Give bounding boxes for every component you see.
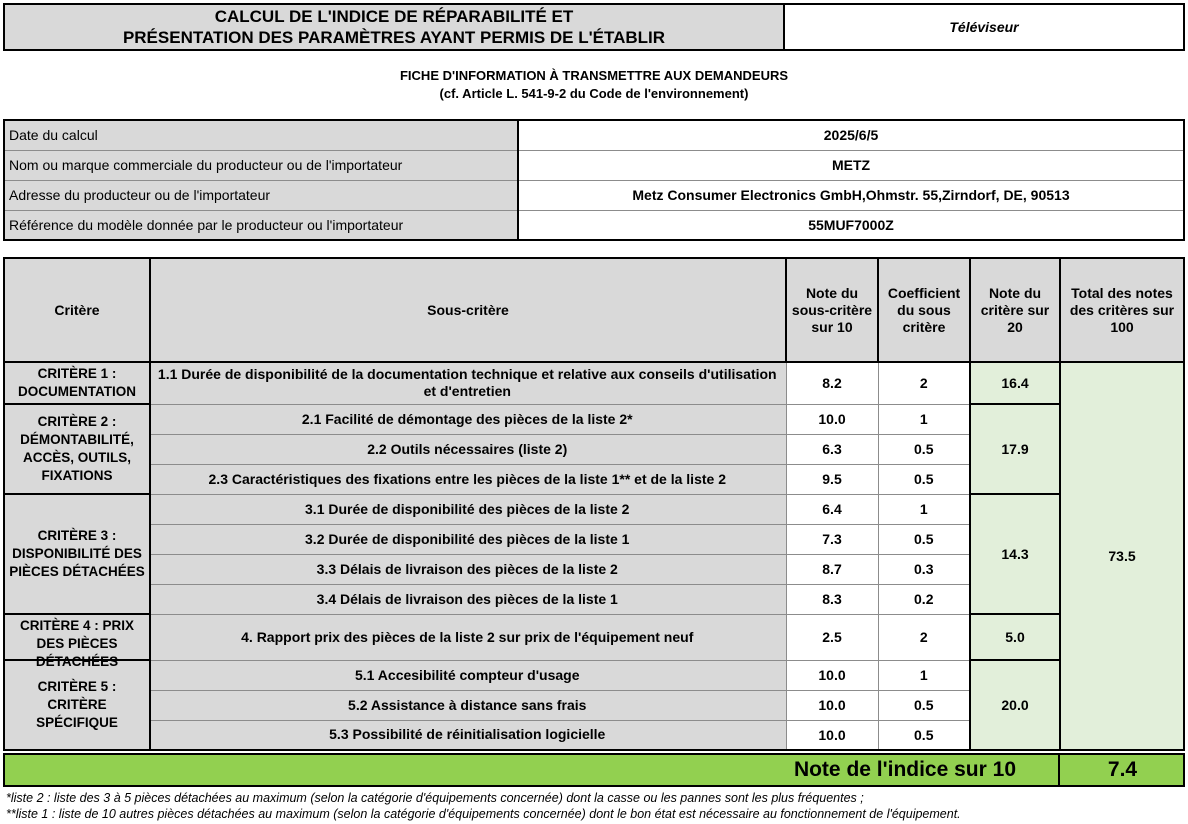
criterion-score: 14.3 — [970, 494, 1060, 614]
subcriterion-coef: 1 — [878, 404, 970, 434]
criterion-score: 17.9 — [970, 404, 1060, 494]
info-label: Adresse du producteur ou de l'importateur — [4, 180, 518, 210]
subcriterion-coef: 0.5 — [878, 524, 970, 554]
info-label: Nom ou marque commerciale du producteur ou de l'importateur — [4, 150, 518, 180]
col-header-coef: Coefficient du sous critère — [878, 258, 970, 362]
footnote-liste-1: **liste 1 : liste de 10 autres pièces détachées au maximum (selon la catégorie d'équipements concernée) dont le bon état est nécessaire au fonctionnement de l'équipement. — [6, 807, 961, 821]
subcriterion-label: 5.1 Accesibilité compteur d'usage — [150, 660, 786, 690]
title-line-2: PRÉSENTATION DES PARAMÈTRES AYANT PERMIS DE L'ÉTABLIR — [122, 28, 666, 47]
info-value: 55MUF7000Z — [518, 210, 1184, 240]
footnote-liste-2: *liste 2 : liste des 3 à 5 pièces détachées au maximum (selon la catégorie d'équipements concernée) dont la casse ou les pannes sont les plus fréquentes ; — [6, 791, 864, 805]
table-header-row — [4, 258, 1184, 362]
criterion-name: CRITÈRE 2 : DÉMONTABILITÉ, ACCÈS, OUTILS, FIXATIONS — [4, 404, 150, 494]
subcriterion-note: 8.3 — [786, 584, 878, 614]
final-score-label: Note de l'indice sur 10 — [793, 758, 1016, 781]
criterion-name: CRITÈRE 1 : DOCUMENTATION — [4, 362, 150, 404]
info-label: Date du calcul — [4, 120, 518, 150]
subcriterion-note: 7.3 — [786, 524, 878, 554]
subtitle-line-2: (cf. Article L. 541-9-2 du Code de l'environnement) — [439, 86, 749, 101]
info-row — [4, 120, 1184, 150]
subcriterion-label: 3.4 Délais de livraison des pièces de la liste 1 — [150, 584, 786, 614]
table-row — [4, 494, 1184, 524]
page-title — [3, 3, 785, 51]
subcriterion-note: 6.4 — [786, 494, 878, 524]
col-header-sous-critere: Sous-critère — [150, 258, 786, 362]
info-row — [4, 150, 1184, 180]
table-row — [4, 614, 1184, 660]
subcriterion-note: 2.5 — [786, 614, 878, 660]
subcriterion-label: 2.2 Outils nécessaires (liste 2) — [150, 434, 786, 464]
info-value: METZ — [518, 150, 1184, 180]
subcriterion-label: 4. Rapport prix des pièces de la liste 2 sur prix de l'équipement neuf — [150, 614, 786, 660]
subcriterion-label: 3.1 Durée de disponibilité des pièces de la liste 2 — [150, 494, 786, 524]
info-row — [4, 180, 1184, 210]
table-row — [4, 362, 1184, 404]
subcriterion-note: 6.3 — [786, 434, 878, 464]
subcriterion-label: 1.1 Durée de disponibilité de la documentation technique et relative aux conseils d'utilisation et d'entretien — [150, 362, 786, 404]
title-line-1: CALCUL DE L'INDICE DE RÉPARABILITÉ ET — [214, 7, 574, 26]
subcriterion-note: 10.0 — [786, 404, 878, 434]
criteria-table — [3, 257, 1185, 751]
subcriterion-note: 10.0 — [786, 660, 878, 690]
subcriterion-label: 3.2 Durée de disponibilité des pièces de la liste 1 — [150, 524, 786, 554]
subcriterion-label: 5.2 Assistance à distance sans frais — [150, 690, 786, 720]
subcriterion-label: 5.3 Possibilité de réinitialisation logicielle — [150, 720, 786, 750]
criterion-score: 20.0 — [970, 660, 1060, 750]
subcriterion-coef: 0.3 — [878, 554, 970, 584]
subcriterion-label: 3.3 Délais de livraison des pièces de la liste 2 — [150, 554, 786, 584]
info-row — [4, 210, 1184, 240]
criterion-name — [4, 614, 150, 669]
final-score-value: 7.4 — [1058, 753, 1185, 787]
subcriterion-coef: 0.2 — [878, 584, 970, 614]
subtitle-line-1: FICHE D'INFORMATION À TRANSMETTRE AUX DEMANDEURS — [399, 68, 789, 83]
info-label: Référence du modèle donnée par le producteur ou l'importateur — [4, 210, 518, 240]
table-row — [4, 660, 1184, 690]
subcriterion-coef: 0.5 — [878, 434, 970, 464]
subcriterion-coef: 0.5 — [878, 464, 970, 494]
subcriterion-coef: 1 — [878, 494, 970, 524]
criterion-name: CRITÈRE 3 : DISPONIBILITÉ DES PIÈCES DÉTACHÉES — [4, 494, 150, 614]
col-header-note-sous: Note du sous-critère sur 10 — [786, 258, 878, 362]
criterion-name-text: CRITÈRE 4 : PRIX DES PIÈCES DÉTACHÉES — [19, 618, 135, 669]
table-row — [4, 404, 1184, 434]
subcriterion-note: 8.2 — [786, 362, 878, 404]
subcriterion-coef: 0.5 — [878, 690, 970, 720]
subcriterion-coef: 2 — [878, 614, 970, 660]
subcriterion-note: 10.0 — [786, 720, 878, 750]
subcriterion-label: 2.1 Facilité de démontage des pièces de la liste 2* — [150, 404, 786, 434]
product-type: Téléviseur — [785, 3, 1185, 51]
criterion-name: CRITÈRE 5 : CRITÈRE SPÉCIFIQUE — [4, 660, 150, 750]
total-score: 73.5 — [1060, 362, 1184, 750]
col-header-note-critere: Note du critère sur 20 — [970, 258, 1060, 362]
criterion-score: 16.4 — [970, 362, 1060, 404]
info-value: Metz Consumer Electronics GmbH,Ohmstr. 55,Zirndorf, DE, 90513 — [518, 180, 1184, 210]
subcriterion-note: 10.0 — [786, 690, 878, 720]
info-table — [3, 119, 1185, 241]
subcriterion-coef: 1 — [878, 660, 970, 690]
col-header-total: Total des notes des critères sur 100 — [1060, 258, 1184, 362]
subcriterion-note: 8.7 — [786, 554, 878, 584]
info-value: 2025/6/5 — [518, 120, 1184, 150]
subcriterion-coef: 2 — [878, 362, 970, 404]
criterion-score: 5.0 — [970, 614, 1060, 660]
col-header-critere: Critère — [4, 258, 150, 362]
subcriterion-note: 9.5 — [786, 464, 878, 494]
subcriterion-coef: 0.5 — [878, 720, 970, 750]
subcriterion-label: 2.3 Caractéristiques des fixations entre les pièces de la liste 1** et de la liste 2 — [150, 464, 786, 494]
